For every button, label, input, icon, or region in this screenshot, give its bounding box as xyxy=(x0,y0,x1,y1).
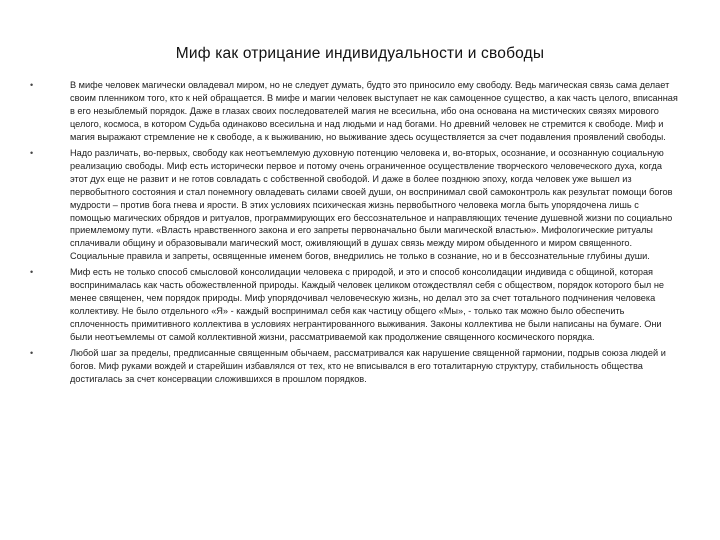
paragraph-text: Любой шаг за пределы, предписанные священным обычаем, рассматривался как нарушение священной гармонии, подрыв союза людей и богов. Миф руками вождей и старейшин избавлялся от тех, кто не вписывался в его тоталитарную структуру, стабильность общества достигалась за счет консервации сложившихся в прошлом порядков. xyxy=(70,348,666,384)
bullet-marker: • xyxy=(30,348,34,359)
paragraph-text: Миф есть не только способ смысловой консолидации человека с природой, и это и способ консолидации индивида с общиной, которая воспринималась как часть обожествленной природы. Каждый человек целиком отождествлял себя с обществом, порядок которого был не менее священен, чем порядок природы. Миф упорядочивал человеческую жизнь, но делал это за счет тотального подчинения человека коллективу. Не было отдельного «Я» - каждый воспринимал себя как частицу общего «Мы», - только так можно было обеспечить сплоченность примитивного коллектива в условиях негрантированного выживания. Законы коллектива не были написаны на бумаге. Они были неотъемлемы от самой коллективной жизни, рассматриваемой как продолжение священного космического порядка. xyxy=(70,267,665,343)
bullet-marker: • xyxy=(30,267,34,278)
list-item xyxy=(26,79,682,144)
bullet-marker: • xyxy=(30,80,34,90)
list-item xyxy=(26,266,682,344)
paragraph-text: Надо различать, во-первых, свободу как неотъемлемую духовную потенцию человека и, во-вторых, осознание, и осознанную социальную реализацию свободы. Миф есть исторически первое и потому очень ограниченное осуществление творческого человеческого духа, когда этот дух еще не развит и не готов совладать с собственной свободой. И даже в более позднюю эпоху, когда человек уже вышел из первобытного состояния и стал понемногу овладевать силами своей души, он воспринимал свой самоконтроль как результат помощи богов мудрости – против бога гнева и ярости. В этих условиях психическая жизнь первобытного человека могла быть упорядочена лишь с помощью магических обрядов и ритуалов, программирующих его бессознательное и направляющих течение душевной жизни по социально приемлемому пути. «Власть нравственного закона и его запреты первоначально были магической властью». Мифологические ритуалы сплачивали общину и образовывали магический мост, оживляющий в душах связь между миром обыденного и миром священного. Социальные правила и запреты, освященные именем богов, внедрились не только в сознание, но и в бессознательные глубины души. xyxy=(70,147,673,262)
list-item xyxy=(26,147,682,264)
bullet-marker: • xyxy=(30,147,34,158)
bullet-list xyxy=(26,79,682,389)
slide-title: Миф как отрицание индивидуальности и свободы xyxy=(175,45,545,62)
list-item xyxy=(26,347,682,386)
paragraph-text: В мифе человек магически овладевал миром, но не следует думать, будто это приносило ему свободу. Ведь магическая связь сама делает своим пленником того, кто к ней обращается. В мифе и магии человек выступает не как самоценное существо, а как часть целого, вписанная в его незыблемый порядок. Даже в глазах своих последователей магия не всесильна, ибо она основана на мистических связях мирового целого, космоса, в котором Судьба одинаково всесильна и над людьми и над богами. Но древний человек не стремится к свободе. Миф и магия выражают стремление не к свободе, а к выживанию, но выживание здесь осуществляется за счет подавления проявлений свободы. xyxy=(70,80,678,142)
